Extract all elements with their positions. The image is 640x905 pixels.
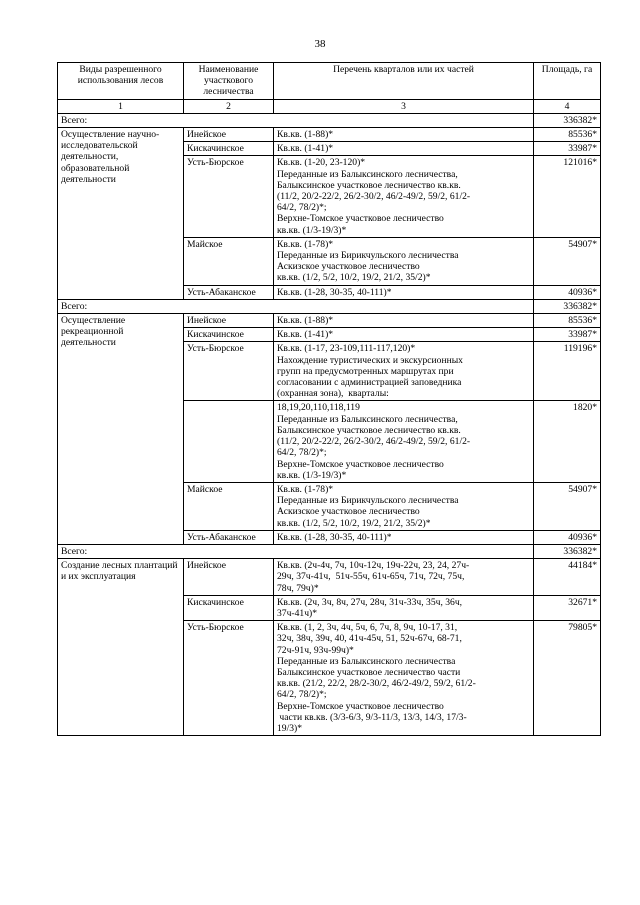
- header-row: [58, 63, 601, 100]
- quarters-cell: [274, 314, 534, 328]
- forestry-name: Инейское: [184, 559, 274, 596]
- area-cell: 119196*: [534, 342, 601, 401]
- forest-use-table: [57, 62, 601, 736]
- forestry-name: Кискачинское: [184, 595, 274, 620]
- area-cell: 33987*: [534, 142, 601, 156]
- quarters-cell: [274, 237, 534, 285]
- quarters-line: (11/2, 20/2-22/2, 26/2-30/2, 46/2-49/2, 59/2, 61/2-: [277, 191, 471, 203]
- quarters-line: Аскизское участковое лесничество: [277, 506, 420, 518]
- quarters-cell: [274, 342, 534, 401]
- quarters-line: Кв.кв. (1, 2, 3ч, 4ч, 5ч, 6, 7ч, 8, 9ч, 10-17, 31,: [277, 622, 458, 634]
- quarters-cell: [274, 530, 534, 544]
- header-use-type: Виды разрешенного использования лесов: [58, 63, 184, 100]
- quarters-line: 37ч-41ч)*: [277, 607, 318, 619]
- forestry-name: Усть-Абаканское: [184, 285, 274, 299]
- quarters-line: Кв.кв. (1-78)*: [277, 483, 334, 495]
- quarters-line: 64/2, 78/2)*;: [277, 202, 327, 214]
- quarters-line: кв.кв. (1/3-19/3)*: [277, 224, 347, 236]
- forestry-name: Майское: [184, 237, 274, 285]
- total-row: [58, 299, 601, 313]
- total-row: [58, 113, 601, 127]
- quarters-line: Переданные из Балыксинского лесничества,: [277, 168, 458, 180]
- header-quarters: Перечень кварталов или их частей: [274, 63, 534, 100]
- area-cell: 32671*: [534, 595, 601, 620]
- quarters-line: Переданные из Балыксинского лесничества: [277, 655, 456, 667]
- quarters-line: 18,19,20,110,118,119: [277, 402, 360, 414]
- area-cell: 85536*: [534, 128, 601, 142]
- quarters-line: групп на предусмотренных маршрутах при: [277, 365, 454, 377]
- quarters-line: Кв.кв. (1-88)*: [277, 129, 334, 141]
- quarters-line: кв.кв. (1/2, 5/2, 10/2, 19/2, 21/2, 35/2)*: [277, 272, 431, 284]
- quarters-cell: [274, 401, 534, 482]
- area-cell: 79805*: [534, 621, 601, 736]
- quarters-cell: [274, 285, 534, 299]
- area-cell: 85536*: [534, 314, 601, 328]
- use-type-cell: Осуществление научно-исследовательской деятельности, образовательной деятельности: [58, 128, 184, 300]
- quarters-cell: [274, 482, 534, 530]
- area-cell: 1820*: [534, 401, 601, 482]
- quarters-line: (охранная зона), кварталы:: [277, 388, 389, 400]
- quarters-line: Переданные из Бирикчульского лесничества: [277, 495, 459, 507]
- forestry-name: Инейское: [184, 314, 274, 328]
- area-cell: 40936*: [534, 285, 601, 299]
- col-number-1: 1: [58, 99, 184, 113]
- quarters-line: Кв.кв. (1-41)*: [277, 329, 334, 341]
- forestry-name: Усть-Абаканское: [184, 530, 274, 544]
- quarters-line: Кв.кв. (1-78)*: [277, 238, 334, 250]
- area-cell: 40936*: [534, 530, 601, 544]
- header-forestry: Наименование участкового лесничества: [184, 63, 274, 100]
- quarters-line: 72ч-91ч, 93ч-99ч)*: [277, 644, 354, 656]
- forestry-name: [184, 401, 274, 482]
- forestry-name: Усть-Бюрское: [184, 156, 274, 237]
- quarters-line: Кв.кв. (1-20, 23-120)*: [277, 157, 366, 169]
- table-row: [58, 314, 601, 328]
- area-cell: 54907*: [534, 237, 601, 285]
- quarters-cell: [274, 128, 534, 142]
- quarters-line: Кв.кв. (1-28, 30-35, 40-111)*: [277, 286, 392, 298]
- forestry-name: Инейское: [184, 128, 274, 142]
- quarters-cell: [274, 621, 534, 736]
- forestry-name: Майское: [184, 482, 274, 530]
- total-area: 336382*: [534, 299, 601, 313]
- total-area: 336382*: [534, 113, 601, 127]
- quarters-line: 19/3)*: [277, 722, 303, 734]
- quarters-line: Балыксинское участковое лесничество части: [277, 666, 461, 678]
- forestry-name: Кискачинское: [184, 142, 274, 156]
- use-type-cell: Создание лесных плантаций и их эксплуатация: [58, 559, 184, 736]
- quarters-line: Верхне-Томское участковое лесничество: [277, 458, 444, 470]
- col-number-4: 4: [534, 99, 601, 113]
- page-number: 38: [314, 38, 326, 50]
- quarters-line: Кв.кв. (1-88)*: [277, 315, 334, 327]
- forestry-name: Кискачинское: [184, 328, 274, 342]
- quarters-line: Балыксинское участковое лесничество кв.кв.: [277, 179, 461, 191]
- total-label: Всего:: [58, 113, 534, 127]
- quarters-line: Переданные из Балыксинского лесничества,: [277, 413, 458, 425]
- area-cell: 33987*: [534, 328, 601, 342]
- quarters-cell: [274, 559, 534, 596]
- area-cell: 44184*: [534, 559, 601, 596]
- quarters-line: 64/2, 78/2)*;: [277, 689, 327, 701]
- quarters-cell: [274, 156, 534, 237]
- quarters-line: кв.кв. (1/2, 5/2, 10/2, 19/2, 21/2, 35/2)*: [277, 517, 431, 529]
- quarters-cell: [274, 142, 534, 156]
- quarters-line: Кв.кв. (1-17, 23-109,111-117,120)*: [277, 343, 416, 355]
- forestry-name: Усть-Бюрское: [184, 342, 274, 401]
- quarters-line: Аскизское участковое лесничество: [277, 261, 420, 273]
- header-area: Площадь, га: [534, 63, 601, 100]
- quarters-line: Верхне-Томское участковое лесничество: [277, 700, 444, 712]
- quarters-line: Переданные из Бирикчульского лесничества: [277, 250, 459, 262]
- quarters-line: согласовании с администрацией заповедника: [277, 377, 462, 389]
- quarters-line: 64/2, 78/2)*;: [277, 447, 327, 459]
- col-number-2: 2: [184, 99, 274, 113]
- total-label: Всего:: [58, 299, 534, 313]
- quarters-line: кв.кв. (1/3-19/3)*: [277, 469, 347, 481]
- area-cell: 121016*: [534, 156, 601, 237]
- total-row: [58, 544, 601, 558]
- quarters-cell: [274, 595, 534, 620]
- table-row: [58, 559, 601, 596]
- quarters-line: Кв.кв. (1-41)*: [277, 143, 334, 155]
- area-cell: 54907*: [534, 482, 601, 530]
- quarters-line: Нахождение туристических и экскурсионных: [277, 354, 463, 366]
- quarters-line: Балыксинское участковое лесничество кв.кв.: [277, 424, 461, 436]
- total-label: Всего:: [58, 544, 534, 558]
- use-type-cell: Осуществление рекреационной деятельности: [58, 314, 184, 545]
- quarters-cell: [274, 328, 534, 342]
- quarters-line: Кв.кв. (1-28, 30-35, 40-111)*: [277, 531, 392, 543]
- col-number-3: 3: [274, 99, 534, 113]
- quarters-line: Верхне-Томское участковое лесничество: [277, 213, 444, 225]
- quarters-line: 32ч, 38ч, 39ч, 40, 41ч-45ч, 51, 52ч-67ч, 68-71,: [277, 633, 462, 645]
- quarters-line: Кв.кв. (2ч-4ч, 7ч, 10ч-12ч, 19ч-22ч, 23, 24, 27ч-: [277, 560, 470, 572]
- table-row: [58, 128, 601, 142]
- quarters-line: 78ч, 79ч)*: [277, 582, 319, 594]
- quarters-line: (11/2, 20/2-22/2, 26/2-30/2, 46/2-49/2, 59/2, 61/2-: [277, 436, 471, 448]
- quarters-line: 29ч, 37ч-41ч, 51ч-55ч, 61ч-65ч, 71ч, 72ч, 75ч,: [277, 571, 465, 583]
- forestry-name: Усть-Бюрское: [184, 621, 274, 736]
- quarters-line: части кв.кв. (3/3-6/3, 9/3-11/3, 13/3, 14/3, 17/3-: [277, 711, 467, 723]
- quarters-line: Кв.кв. (2ч, 3ч, 8ч, 27ч, 28ч, 31ч-33ч, 35ч, 36ч,: [277, 596, 463, 608]
- quarters-line: кв.кв. (21/2, 22/2, 28/2-30/2, 46/2-49/2, 59/2, 61/2-: [277, 678, 476, 690]
- column-number-row: [58, 99, 601, 113]
- table-body: [58, 113, 601, 735]
- total-area: 336382*: [534, 544, 601, 558]
